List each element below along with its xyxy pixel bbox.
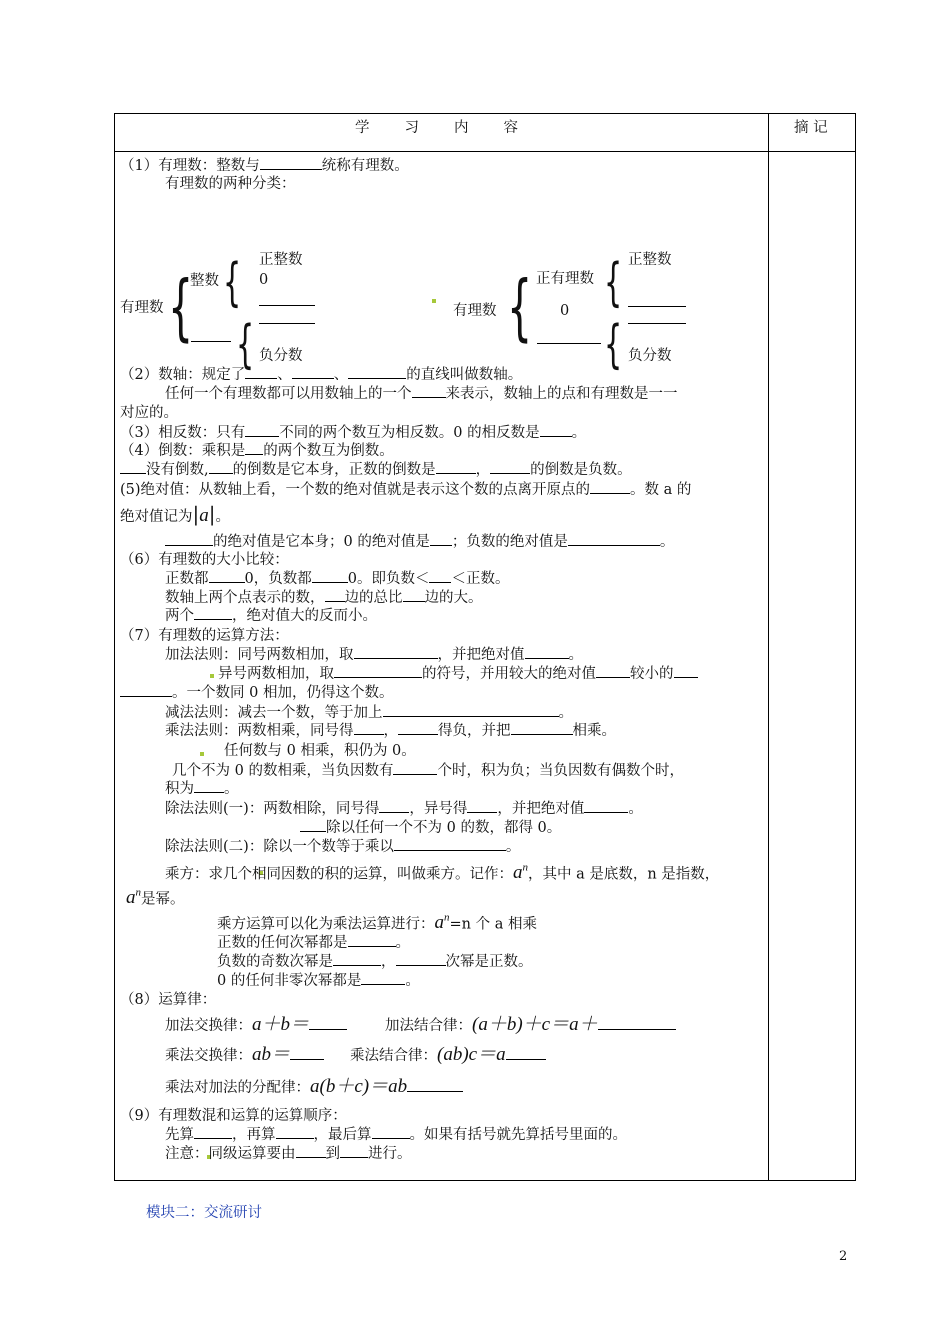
- blank: [354, 722, 384, 735]
- blank: [165, 533, 213, 546]
- table-column-divider: [768, 113, 769, 1180]
- header-study-content: 学 习 内 容: [355, 120, 520, 136]
- blank: [194, 1126, 232, 1139]
- blank: [194, 607, 232, 620]
- s9-line2: 注意：同级运算要由 到 进行。: [165, 1146, 412, 1162]
- s4-line2: 没有倒数, 的倒数是它本身，正数的倒数是 ， 的倒数是负数。: [120, 461, 632, 479]
- blank: [430, 533, 452, 546]
- s7-pow2: $a^n$是幂。: [126, 887, 185, 909]
- s8-assoc-mul: 乘法结合律：(ab)c＝a: [350, 1046, 546, 1065]
- blank: [490, 461, 530, 474]
- blank: [467, 800, 497, 813]
- decorative-dot: [432, 299, 436, 303]
- right-lower-brace: {: [604, 315, 623, 375]
- left-blank-2: [259, 323, 315, 324]
- blank: [412, 385, 446, 398]
- header-notes: 摘 记: [794, 120, 828, 136]
- power-expression: $a^n$: [513, 862, 528, 884]
- blank: [398, 722, 438, 735]
- blank: [394, 838, 506, 851]
- blank: [348, 366, 406, 379]
- right-outer-brace: {: [507, 265, 533, 349]
- blank: [525, 646, 569, 659]
- blank: [361, 972, 405, 985]
- table-header-border: [114, 151, 856, 152]
- s7-div2: 除以任何一个不为 0 的数，都得 0。: [300, 819, 561, 837]
- right-upper-brace: {: [604, 253, 623, 313]
- left-integer-brace: {: [223, 253, 242, 313]
- s7-add2: 异号两数相加，取 的符号，并用较大的绝对值 较小的: [218, 665, 698, 683]
- s4-line1: （4）倒数：乘积是 的两个数互为倒数。: [120, 443, 394, 459]
- blank: [383, 704, 559, 717]
- s7-div1: 除法法则(一)：两数相除，同号得 ，异号得 ，并把绝对值 。: [165, 801, 643, 817]
- right-zero: 0: [560, 303, 570, 319]
- s9-title: （9）有理数混和运算的运算顺序：: [120, 1108, 347, 1124]
- s7-mul3: 几个不为 0 的数相乘，当负因数有 个时，积为负；当负因数有偶数个时，: [172, 763, 684, 779]
- s1-line1: （1）有理数：整数与 统称有理数。: [120, 158, 409, 174]
- s6-title: （6）有理数的大小比较：: [120, 552, 289, 568]
- left-fraction-brace: {: [236, 315, 255, 375]
- left-outer-brace: {: [168, 265, 194, 349]
- blank: [296, 1145, 326, 1158]
- s2-line2: 任何一个有理数都可以用数轴上的一个 来表示，数轴上的点和有理数是一一: [165, 386, 678, 402]
- blank: [598, 1017, 676, 1030]
- blank: [506, 1047, 546, 1060]
- abs-bars: |: [208, 502, 216, 526]
- left-zero: 0: [259, 272, 269, 288]
- abs-bars: |: [192, 502, 200, 526]
- blank: [312, 570, 348, 583]
- s6-line1: 正数都 0，负数都 0。即负数＜ ＜正数。: [165, 571, 510, 587]
- table-top-border: [114, 113, 856, 114]
- s7-sub: 减法法则：减去一个数，等于加上 。: [165, 705, 573, 721]
- blank: [584, 800, 628, 813]
- blank: [300, 819, 326, 832]
- s6-line2: 数轴上两个点表示的数， 边的总比 边的大。: [165, 590, 483, 606]
- s7-pow6: 0 的任何非零次幂都是 。: [217, 973, 420, 989]
- blank: [120, 461, 146, 474]
- blank: [511, 722, 573, 735]
- left-pos-int: 正整数: [259, 252, 303, 268]
- page-number: 2: [839, 1249, 848, 1264]
- s8-comm-add: 加法交换律：a＋b＝: [165, 1016, 347, 1035]
- s7-div3: 除法法则(二)：除以一个数等于乘以 。: [165, 839, 521, 855]
- s7-add3: 。一个数同 0 相加，仍得这个数。: [120, 684, 393, 702]
- right-blank-1: [537, 343, 601, 344]
- blank: [245, 442, 263, 455]
- right-pos-int: 正整数: [628, 252, 672, 268]
- module-heading: 模块二：交流研讨: [146, 1205, 262, 1221]
- right-blank-3: [628, 323, 686, 324]
- s7-title: （7）有理数的运算方法：: [120, 628, 289, 644]
- s8-title: （8）运算律：: [120, 992, 217, 1008]
- left-neg-frac: 负分数: [259, 348, 303, 364]
- blank: [292, 366, 334, 379]
- left-tree-root: 有理数: [120, 300, 164, 316]
- right-neg-frac: 负分数: [628, 348, 672, 364]
- blank: [354, 646, 438, 659]
- s2-line1: （2）数轴：规定了 、 、 的直线叫做数轴。: [120, 367, 523, 383]
- blank: [403, 589, 425, 602]
- blank: [245, 424, 279, 437]
- blank: [429, 570, 451, 583]
- power-expression: $a^n$: [434, 912, 450, 934]
- blank: [596, 665, 630, 678]
- s7-pow4: 正数的任何次幂都是 。: [217, 935, 410, 951]
- table-right-border: [855, 113, 856, 1180]
- blank: [334, 665, 422, 678]
- blank: [209, 461, 233, 474]
- s7-pow3: 乘方运算可以化为乘法运算进行：$a^n=n$ 个 a 相乘: [217, 912, 537, 934]
- abs-symbol: a: [199, 505, 209, 526]
- blank: [540, 424, 572, 437]
- right-blank-2: [628, 306, 686, 307]
- table-bottom-border: [114, 1180, 856, 1181]
- right-tree-root: 有理数: [453, 303, 497, 319]
- blank: [568, 533, 660, 546]
- blank: [309, 1017, 347, 1030]
- s7-mul1: 乘法法则：两数相乘，同号得 ， 得负，并把 相乘。: [165, 723, 616, 739]
- left-integer-label: 整数: [190, 273, 219, 289]
- blank: [290, 1047, 324, 1060]
- s9-line1: 先算 ，再算 ，最后算 。如果有括号就先算括号里面的。: [165, 1127, 627, 1143]
- s7-mul2: 任何数与 0 相乘，积仍为 0。: [224, 743, 416, 759]
- s3-line: （3）相反数：只有 不同的两个数互为相反数。0 的相反数是 。: [120, 425, 587, 441]
- s5-line1: (5)绝对值：从数轴上看，一个数的绝对值就是表示这个数的点离开原点的 。数 a 的: [120, 482, 692, 498]
- blank: [333, 953, 381, 966]
- blank: [590, 481, 630, 494]
- s5-line3: 的绝对值是它本身；0 的绝对值是 ；负数的绝对值是 。: [165, 533, 674, 551]
- s7-mul4: 积为 。: [165, 781, 239, 797]
- blank: [348, 934, 396, 947]
- right-pos-rat: 正有理数: [536, 271, 594, 287]
- blank: [120, 684, 172, 697]
- s5-line2: 绝对值记为|a|。: [120, 502, 230, 526]
- table-left-border: [114, 113, 115, 1180]
- blank: [674, 665, 698, 678]
- s6-line3: 两个 ，绝对值大的反而小。: [165, 608, 377, 624]
- blank: [436, 461, 476, 474]
- blank: [340, 1145, 368, 1158]
- s2-line3: 对应的。: [120, 405, 178, 421]
- blank: [393, 762, 437, 775]
- blank: [260, 157, 322, 170]
- blank: [396, 953, 446, 966]
- left-blank-3: [191, 341, 231, 342]
- blank: [407, 1079, 463, 1092]
- blank: [276, 1126, 314, 1139]
- s7-pow5: 负数的奇数次幂是 ， 次幂是正数。: [217, 954, 533, 970]
- blank: [379, 800, 409, 813]
- blank: [245, 366, 277, 379]
- s1-line2: 有理数的两种分类：: [165, 176, 296, 192]
- blank: [209, 570, 245, 583]
- decorative-dot: [200, 752, 204, 756]
- decorative-dot: [210, 674, 214, 678]
- blank: [325, 589, 345, 602]
- left-blank-1: [259, 305, 315, 306]
- blank: [194, 780, 224, 793]
- power-expression: $a^n$: [126, 887, 141, 909]
- s8-comm-mul: 乘法交换律：ab＝: [165, 1046, 324, 1065]
- s8-dist: 乘法对加法的分配律：a(b＋c)＝ab: [165, 1078, 463, 1097]
- s8-assoc-add: 加法结合律：(a＋b)＋c＝a＋: [385, 1016, 676, 1035]
- s7-pow1: 乘方：求几个相同因数的积的运算，叫做乘方。记作：$a^n$，其中 a 是底数，n 是指数，: [165, 862, 720, 884]
- blank: [372, 1126, 410, 1139]
- s7-add1: 加法法则：同号两数相加，取 ，并把绝对值 。: [165, 647, 583, 663]
